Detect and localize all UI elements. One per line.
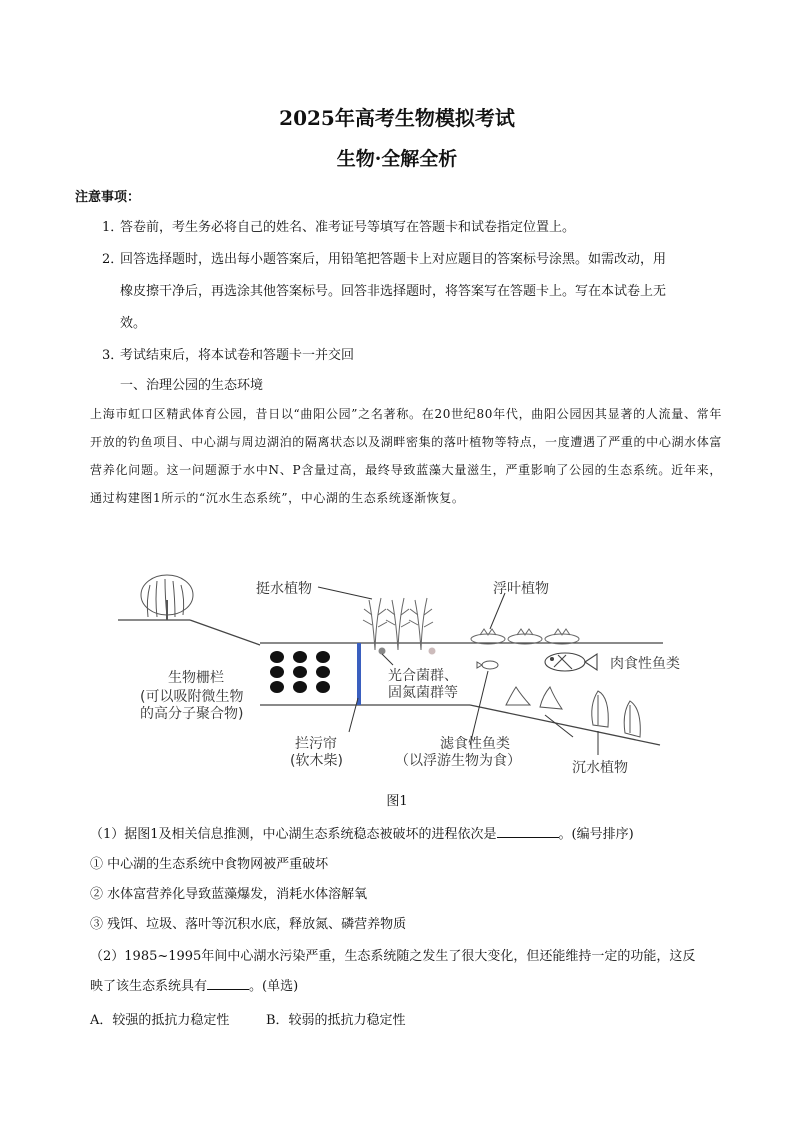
note-item-3 bbox=[102, 340, 354, 372]
label-floating-plants: 浮叶植物 bbox=[493, 581, 549, 597]
label-bio-fence-2: (可以吸附微生物 bbox=[140, 689, 244, 705]
question-1 bbox=[90, 820, 722, 850]
page-title: 2025年高考生物模拟考试 bbox=[279, 106, 515, 130]
carnivorous-fish-icon bbox=[545, 653, 597, 671]
note-item-2 bbox=[102, 244, 666, 276]
question-1-text: （1）据图1及相关信息推测，中心湖生态系统稳态被破坏的进程依次是 bbox=[90, 827, 497, 842]
label-emergent-plants: 挺水植物 bbox=[256, 581, 312, 597]
note-item-1 bbox=[102, 212, 575, 244]
emergent-plant-icon bbox=[363, 598, 433, 650]
label-bacteria-2: 固氮菌群等 bbox=[388, 685, 458, 701]
label-carnivorous-fish: 肉食性鱼类 bbox=[610, 656, 680, 672]
note-text: 考试结束后，将本试卷和答题卡一并交回 bbox=[120, 348, 355, 363]
pollution-curtain-bar bbox=[357, 643, 361, 705]
note-text-line2: 橡皮擦干净后，再选涂其他答案标号。回答非选择题时，将答案写在答题卡上。写在本试卷上无 bbox=[120, 284, 667, 299]
floating-leaf-plant-icon bbox=[471, 629, 579, 644]
note-text-line3: 效。 bbox=[120, 316, 147, 331]
label-bio-fence-1: 生物栅栏 bbox=[168, 670, 224, 686]
label-filter-fish-1: 滤食性鱼类 bbox=[440, 736, 510, 752]
bacteria-dot bbox=[379, 648, 386, 655]
label-submerged-plants: 沉水植物 bbox=[572, 760, 628, 776]
q1-item-1: ① 中心湖的生态系统中食物网被严重破坏 bbox=[90, 857, 329, 872]
label-filter-fish-2: （以浮游生物为食） bbox=[395, 753, 521, 769]
answer-blank[interactable] bbox=[497, 837, 559, 838]
question-2-suffix: 。(单选) bbox=[249, 979, 299, 994]
answer-blank[interactable] bbox=[207, 989, 249, 990]
question-1-suffix: 。(编号排序) bbox=[558, 827, 634, 842]
option-a: A．较强的抵抗力稳定性 bbox=[90, 1013, 230, 1028]
label-curtain-1: 拦污帘 bbox=[295, 736, 337, 752]
submerged-plant-icon bbox=[506, 687, 640, 737]
page-subtitle: 生物·全解全析 bbox=[336, 148, 458, 170]
q1-item-3: ③ 残饵、垃圾、落叶等沉积水底，释放氮、磷营养物质 bbox=[90, 917, 407, 932]
biological-fence-icon bbox=[270, 651, 330, 693]
bacteria-dot bbox=[429, 648, 436, 655]
filter-fish-icon bbox=[477, 661, 498, 669]
note-number: 3． bbox=[102, 348, 124, 363]
note-number: 1． bbox=[102, 220, 124, 235]
option-b: B．较弱的抵抗力稳定性 bbox=[266, 1013, 406, 1028]
question-2-text: 映了该生态系统具有 bbox=[90, 979, 208, 994]
label-bio-fence-3: 的高分子聚合物) bbox=[140, 706, 244, 722]
note-text-line1: 回答选择题时，选出每小题答案后，用铅笔把答题卡上对应题目的答案标号涂黑。如需改动，用 bbox=[120, 252, 667, 267]
bank-slope bbox=[190, 620, 260, 645]
figure-caption: 图1 bbox=[386, 794, 408, 809]
question-2-line2 bbox=[90, 972, 722, 1002]
label-bacteria-1: 光合菌群、 bbox=[388, 668, 458, 684]
q1-item-2: ② 水体富营养化导致蓝藻爆发，消耗水体溶解氧 bbox=[90, 887, 368, 902]
section-paragraph: 上海市虹口区精武体育公园，昔日以“曲阳公园”之名著称。在20世纪80年代，曲阳公园因其显著的人流量、常年开放的钓鱼项目、中心湖与周边湖泊的隔离状态以及湖畔密集的落叶植物等特点，一度遭遇了严重的中心湖水体富营养化问题。这一问题源于水中N、P含量过高，最终导致蓝藻大量滋生，严重影响了公园的生态系统。近年来，通过构建图1所示的“沉水生态系统”，中心湖的生态系统逐渐恢复。 bbox=[90, 407, 722, 505]
notes-heading: 注意事项： bbox=[75, 190, 141, 205]
ecosystem-diagram bbox=[110, 555, 680, 790]
willow-tree-icon bbox=[141, 575, 193, 620]
label-curtain-2: (软木柴) bbox=[290, 753, 343, 769]
note-number: 2． bbox=[102, 252, 124, 267]
note-text: 答卷前，考生务必将自己的姓名、准考证号等填写在答题卡和试卷指定位置上。 bbox=[120, 220, 576, 235]
section-heading: 一、治理公园的生态环境 bbox=[120, 378, 264, 393]
question-2-line1: （2）1985~1995年间中心湖水污染严重，生态系统随之发生了很大变化，但还能维持一定的功能，这反 bbox=[90, 949, 696, 964]
